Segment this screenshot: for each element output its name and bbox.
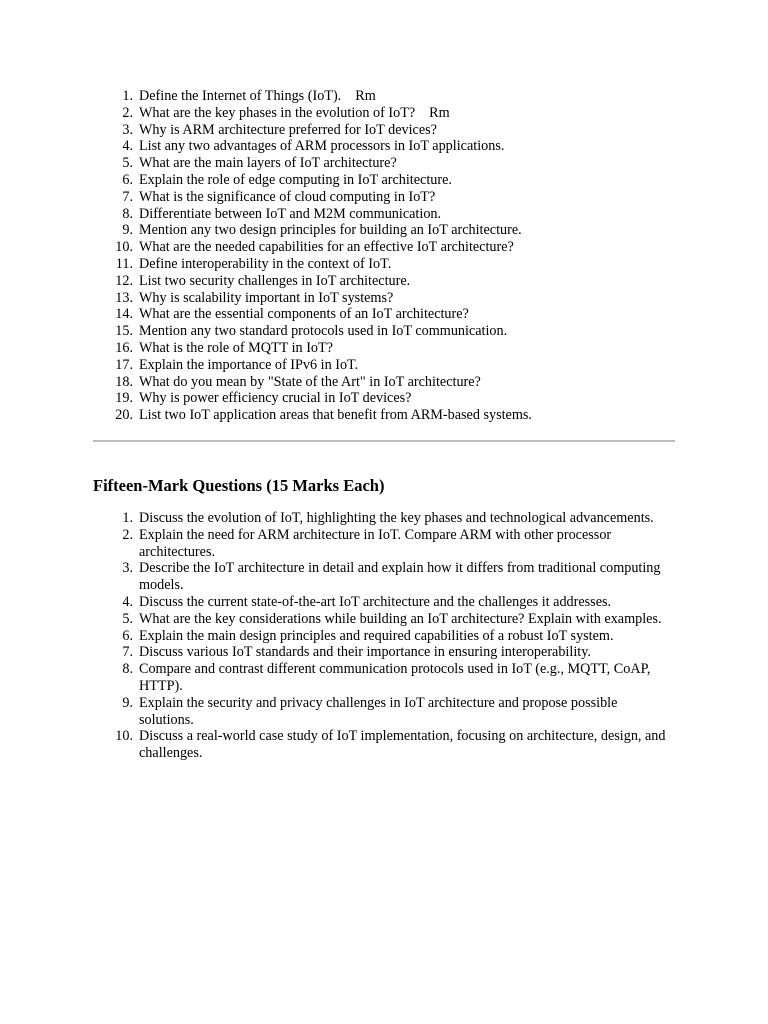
fifteen-mark-question-item <box>93 560 675 594</box>
question-text: List two security challenges in IoT architecture. <box>139 272 411 289</box>
question-text: List any two advantages of ARM processors in IoT applications. <box>139 138 505 155</box>
question-note: Rm <box>429 104 450 121</box>
question-text: What are the main layers of IoT architecture? <box>139 155 397 172</box>
fifteen-mark-question-item <box>93 611 675 628</box>
question-number: 13. <box>115 289 133 306</box>
short-question-item <box>93 374 675 391</box>
question-text: What are the needed capabilities for an effective IoT architecture? <box>139 239 514 256</box>
question-number: 4. <box>122 593 133 610</box>
question-number: 4. <box>122 138 133 155</box>
short-question-item <box>93 273 675 290</box>
short-question-item <box>93 138 675 155</box>
question-number: 18. <box>115 373 133 390</box>
short-question-item <box>93 172 675 189</box>
question-text: Discuss various IoT standards and their importance in ensuring interoperability. <box>139 644 591 661</box>
short-question-item <box>93 105 675 122</box>
fifteen-mark-question-item <box>93 661 675 695</box>
question-text: What are the key phases in the evolution of IoT? <box>139 104 416 121</box>
short-question-item <box>93 239 675 256</box>
question-text: Explain the main design principles and required capabilities of a robust IoT system. <box>139 627 614 644</box>
question-text: List two IoT application areas that benefit from ARM-based systems. <box>139 407 532 424</box>
short-questions-list <box>93 88 675 424</box>
short-question-item <box>93 206 675 223</box>
question-number: 3. <box>122 560 133 577</box>
fifteen-mark-question-item <box>93 527 675 561</box>
question-text: Discuss the current state-of-the-art IoT architecture and the challenges it addresses. <box>139 593 612 610</box>
question-text: Discuss a real-world case study of IoT implementation, focusing on architecture, design, and challenges. <box>139 728 666 762</box>
short-question-item <box>93 407 675 424</box>
question-number: 17. <box>115 356 133 373</box>
short-question-item <box>93 306 675 323</box>
question-number: 3. <box>122 121 133 138</box>
question-number: 6. <box>122 627 133 644</box>
question-number: 9. <box>122 222 133 239</box>
fifteen-mark-question-item <box>93 628 675 645</box>
question-number: 1. <box>122 88 133 104</box>
question-number: 12. <box>115 272 133 289</box>
question-number: 6. <box>122 171 133 188</box>
question-text: What is the role of MQTT in IoT? <box>139 339 333 356</box>
fifteen-mark-question-item <box>93 644 675 661</box>
question-text: Compare and contrast different communication protocols used in IoT (e.g., MQTT, CoAP, HTTP). <box>139 661 651 694</box>
question-text: What is the significance of cloud computing in IoT? <box>139 188 436 205</box>
question-text: Explain the role of edge computing in IoT architecture. <box>139 171 452 188</box>
short-question-item <box>93 222 675 239</box>
question-number: 14. <box>115 306 133 323</box>
question-text: What do you mean by "State of the Art" in IoT architecture? <box>139 373 481 390</box>
question-text: Why is power efficiency crucial in IoT devices? <box>139 390 412 407</box>
question-text: Explain the security and privacy challenges in IoT architecture and propose possible solutions. <box>139 694 618 728</box>
fifteen-mark-questions-list <box>93 510 675 762</box>
question-number: 15. <box>115 323 133 340</box>
question-number: 20. <box>115 407 133 424</box>
question-text: Mention any two standard protocols used in IoT communication. <box>139 323 508 340</box>
question-text: Why is ARM architecture preferred for IoT devices? <box>139 121 437 138</box>
question-text: What are the essential components of an IoT architecture? <box>139 306 469 323</box>
question-text: Mention any two design principles for building an IoT architecture. <box>139 222 522 239</box>
section-divider <box>93 440 675 442</box>
short-question-item <box>93 256 675 273</box>
question-number: 16. <box>115 339 133 356</box>
short-question-item <box>93 189 675 206</box>
fifteen-mark-question-item <box>93 594 675 611</box>
question-number: 7. <box>122 644 133 661</box>
short-question-item <box>93 357 675 374</box>
question-text: Explain the importance of IPv6 in IoT. <box>139 356 359 373</box>
question-text: Why is scalability important in IoT systems? <box>139 289 394 306</box>
question-text: Define interoperability in the context of IoT. <box>139 255 392 272</box>
question-number: 1. <box>122 509 133 526</box>
question-number: 10. <box>115 239 133 256</box>
question-number: 2. <box>122 526 133 543</box>
question-number: 7. <box>122 188 133 205</box>
short-question-item <box>93 290 675 307</box>
fifteen-mark-question-item <box>93 728 675 762</box>
short-question-item <box>93 88 675 105</box>
question-text: Define the Internet of Things (IoT). <box>139 88 342 104</box>
question-number: 8. <box>122 661 133 678</box>
short-question-item <box>93 155 675 172</box>
question-number: 9. <box>122 694 133 711</box>
short-question-item <box>93 340 675 357</box>
question-text: Discuss the evolution of IoT, highlighting the key phases and technological advancements. <box>139 509 654 526</box>
question-text: Describe the IoT architecture in detail and explain how it differs from traditional computing models. <box>139 560 661 594</box>
question-number: 19. <box>115 390 133 407</box>
question-number: 10. <box>115 728 133 745</box>
question-number: 8. <box>122 205 133 222</box>
short-question-item <box>93 390 675 407</box>
question-number: 5. <box>122 155 133 172</box>
short-question-item <box>93 122 675 139</box>
question-number: 2. <box>122 104 133 121</box>
fifteen-mark-heading: Fifteen-Mark Questions (15 Marks Each) <box>93 475 385 495</box>
question-text: Differentiate between IoT and M2M communication. <box>139 205 442 222</box>
question-note: Rm <box>355 88 376 104</box>
question-text: Explain the need for ARM architecture in IoT. Compare ARM with other processor architectures. <box>139 526 612 560</box>
question-text: What are the key considerations while building an IoT architecture? Explain with examples. <box>139 610 662 627</box>
question-number: 11. <box>115 255 133 272</box>
short-question-item <box>93 323 675 340</box>
fifteen-mark-question-item <box>93 695 675 729</box>
fifteen-mark-question-item <box>93 510 675 527</box>
question-number: 5. <box>122 610 133 627</box>
